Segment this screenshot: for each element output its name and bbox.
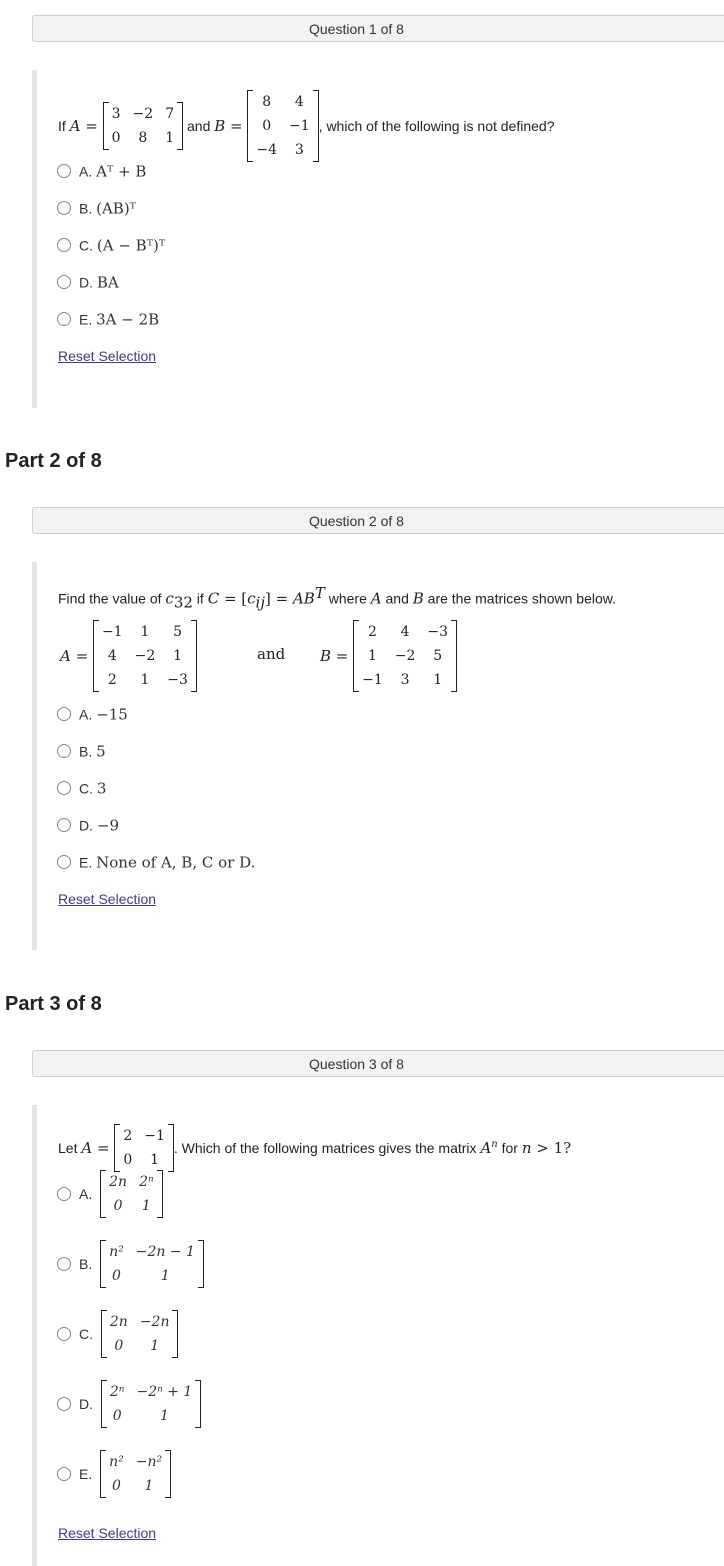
option-value: (A − Bᵀ)ᵀ: [96, 236, 166, 255]
matrix-cell: −1: [289, 118, 310, 134]
matrix-cell: −2: [132, 106, 154, 122]
q2-option-a[interactable]: [57, 705, 128, 723]
matrix-a: [93, 620, 197, 692]
stem-text-e: are the matrices shown below.: [427, 590, 616, 607]
radio-button[interactable]: [57, 1257, 71, 1271]
matrix-cell: 2n: [109, 1174, 128, 1190]
option-matrix: [100, 1170, 163, 1218]
stem-and: and: [187, 118, 211, 134]
option-letter: C.: [79, 237, 93, 254]
q1-option-a[interactable]: [57, 162, 146, 180]
question-2-matrix-a: A = −1 1 5 4 −2 1 2 1 −3: [60, 620, 197, 692]
matrix-cell: −3: [427, 624, 449, 640]
stem-if: If: [58, 118, 66, 134]
option-value: 3A − 2B: [96, 310, 160, 329]
q2-option-d[interactable]: [57, 816, 119, 834]
option-value: −15: [96, 705, 128, 724]
matrix-cell: 0: [111, 130, 121, 146]
matrix-a: [114, 1124, 174, 1172]
matrix-cell: 3: [111, 106, 121, 122]
radio-button[interactable]: [57, 1467, 71, 1481]
q3-option-d[interactable]: [57, 1380, 201, 1428]
option-matrix: [100, 1450, 171, 1498]
option-value: 5: [96, 742, 106, 761]
matrix-cell: 1: [160, 1268, 170, 1284]
matrix-cell: −2n: [139, 1314, 170, 1330]
matrix-cell: −n²: [135, 1454, 163, 1470]
matrix-cell: −1: [362, 672, 383, 688]
matrix-cell: 2n: [109, 1314, 128, 1330]
option-value: −9: [96, 816, 120, 835]
matrix-cell: 4: [294, 94, 304, 110]
question-2-matrix-b: B = 2 4 −3 1 −2 5 −1 3 1: [320, 620, 457, 692]
matrix-b: [353, 620, 457, 692]
radio-button[interactable]: [57, 201, 71, 215]
stem-text-b: if: [196, 590, 204, 607]
question-1-header-label: Question 1 of 8: [309, 21, 404, 37]
stem-let: Let: [58, 1140, 78, 1156]
option-letter: D.: [79, 1396, 93, 1412]
question-1-left-border: [32, 70, 37, 408]
matrix-cell: −2: [394, 648, 416, 664]
matrix-cell: 0: [123, 1152, 133, 1168]
matrix-cell: 0: [114, 1338, 124, 1354]
radio-button[interactable]: [57, 855, 71, 869]
matrix-cell: 2: [107, 672, 117, 688]
question-3-header-label: Question 3 of 8: [309, 1056, 404, 1072]
question-3-left-border: [32, 1105, 37, 1566]
radio-button[interactable]: [57, 275, 71, 289]
matrix-b: [247, 90, 318, 162]
matrix-cell: 0: [112, 1408, 122, 1424]
option-letter: C.: [79, 1326, 93, 1342]
matrix-cell: n²: [109, 1244, 124, 1260]
q1-reset-selection-link[interactable]: Reset Selection: [58, 348, 157, 364]
question-1-header: [32, 15, 724, 42]
option-letter: D.: [79, 274, 93, 291]
matrix-a: [103, 102, 183, 150]
matrix-cell: 1: [150, 1152, 160, 1168]
radio-button[interactable]: [57, 744, 71, 758]
option-letter: A.: [79, 1186, 93, 1202]
radio-button[interactable]: [57, 164, 71, 178]
matrix-cell: 0: [113, 1198, 123, 1214]
matrix-cell: 1: [140, 624, 150, 640]
matrix-cell: 4: [107, 648, 117, 664]
radio-button[interactable]: [57, 238, 71, 252]
radio-button[interactable]: [57, 312, 71, 326]
q3-option-e[interactable]: [57, 1450, 171, 1498]
stem-rest: , which of the following is not defined?: [318, 118, 555, 134]
part-3-title: Part 3 of 8: [5, 993, 102, 1015]
matrix-cell: 1: [159, 1408, 169, 1424]
matrix-cell: 2ⁿ: [139, 1174, 154, 1190]
matrix-cell: 3: [400, 672, 410, 688]
matrix-cell: 1: [144, 1478, 154, 1494]
question-2-stem: Find the value of $c_{32}$ if $C = [c_{ij}] = AB^T$ where A and B are the matrices shown below.: [58, 584, 616, 612]
q3-option-a[interactable]: [57, 1170, 163, 1218]
part-2-title: Part 2 of 8: [5, 450, 102, 472]
option-matrix: [101, 1380, 201, 1428]
matrix-cell: 0: [111, 1268, 121, 1284]
matrix-cell: 1: [173, 648, 183, 664]
matrix-cell: −2n − 1: [135, 1244, 195, 1260]
question-2-left-border: [32, 562, 37, 950]
matrix-cell: −3: [167, 672, 188, 688]
option-value: BA: [96, 273, 119, 292]
q2-reset-selection-link[interactable]: Reset Selection: [58, 891, 157, 907]
option-matrix: [100, 1240, 204, 1288]
option-letter: A.: [79, 706, 93, 723]
option-letter: A.: [79, 163, 93, 180]
matrix-cell: 4: [400, 624, 410, 640]
stem-text-c: where: [328, 590, 367, 607]
option-letter: E.: [79, 1466, 93, 1482]
question-2-header: [32, 507, 724, 534]
option-matrix: [101, 1310, 179, 1358]
matrix-cell: 1: [165, 130, 175, 146]
option-letter: B.: [79, 743, 93, 760]
matrix-cell: 1: [433, 672, 443, 688]
q2-option-e[interactable]: [57, 853, 255, 871]
matrix-cell: 0: [111, 1478, 121, 1494]
option-letter: E.: [79, 854, 93, 871]
matrix-cell: −1: [144, 1128, 165, 1144]
radio-button[interactable]: [57, 1327, 71, 1341]
matrix-cell: −2: [134, 648, 156, 664]
q1-option-d[interactable]: [57, 273, 119, 291]
radio-button[interactable]: [57, 1187, 71, 1201]
option-value: (AB)ᵀ: [96, 199, 136, 218]
matrix-cell: 1: [140, 672, 150, 688]
option-letter: E.: [79, 311, 93, 328]
option-letter: B.: [79, 200, 93, 217]
q1-option-e[interactable]: [57, 310, 159, 328]
matrix-cell: −4: [256, 142, 278, 158]
option-letter: C.: [79, 780, 93, 797]
matrix-cell: −1: [101, 624, 123, 640]
and-label: and: [257, 645, 286, 663]
q2-option-c[interactable]: [57, 779, 106, 797]
question-1-stem: If A = 3 −2 7 0 8 1 and B = 8 4 0 −1 −4 3 , which of the following is not defined?: [58, 90, 554, 162]
option-value: Aᵀ + B: [96, 162, 147, 181]
matrix-cell: 2: [368, 624, 377, 640]
matrix-cell: 1: [150, 1338, 160, 1354]
question-3-header: [32, 1050, 724, 1077]
matrix-cell: n²: [109, 1454, 124, 1470]
q2-option-b[interactable]: [57, 742, 106, 760]
question-2-header-label: Question 2 of 8: [309, 513, 404, 529]
q1-option-c[interactable]: [57, 236, 165, 254]
option-letter: D.: [79, 817, 93, 834]
q3-reset-selection-link[interactable]: Reset Selection: [58, 1525, 157, 1541]
matrix-cell: 1: [368, 648, 377, 664]
question-3-stem: Let A = 2 −1 0 1 . Which of the following matrices gives the matrix $A^n$ for n > 1?: [58, 1124, 571, 1172]
matrix-cell: 2ⁿ: [109, 1384, 125, 1400]
matrix-cell: 2: [123, 1128, 133, 1144]
option-value: None of A, B, C or D.: [96, 853, 256, 872]
q3-option-c[interactable]: [57, 1310, 178, 1358]
matrix-cell: 0: [262, 118, 272, 134]
radio-button[interactable]: [57, 818, 71, 832]
matrix-cell: 8: [262, 94, 272, 110]
stem-rest: . Which of the following matrices gives the matrix: [173, 1140, 477, 1156]
option-letter: B.: [79, 1256, 93, 1272]
stem-text-d: and: [385, 590, 409, 607]
matrix-cell: 8: [138, 130, 148, 146]
matrix-cell: 3: [294, 142, 304, 158]
matrix-cell: −2ⁿ + 1: [136, 1384, 193, 1400]
radio-button[interactable]: [57, 1397, 71, 1411]
matrix-cell: 7: [165, 106, 175, 122]
matrix-cell: 1: [141, 1198, 151, 1214]
matrix-cell: 5: [173, 624, 183, 640]
stem-text-a: Find the value of: [58, 590, 162, 607]
option-value: 3: [96, 779, 107, 798]
matrix-cell: 5: [433, 648, 443, 664]
radio-button[interactable]: [57, 781, 71, 795]
q3-option-b[interactable]: [57, 1240, 204, 1288]
stem-for: for: [501, 1140, 518, 1156]
radio-button[interactable]: [57, 707, 71, 721]
q1-option-b[interactable]: [57, 199, 136, 217]
